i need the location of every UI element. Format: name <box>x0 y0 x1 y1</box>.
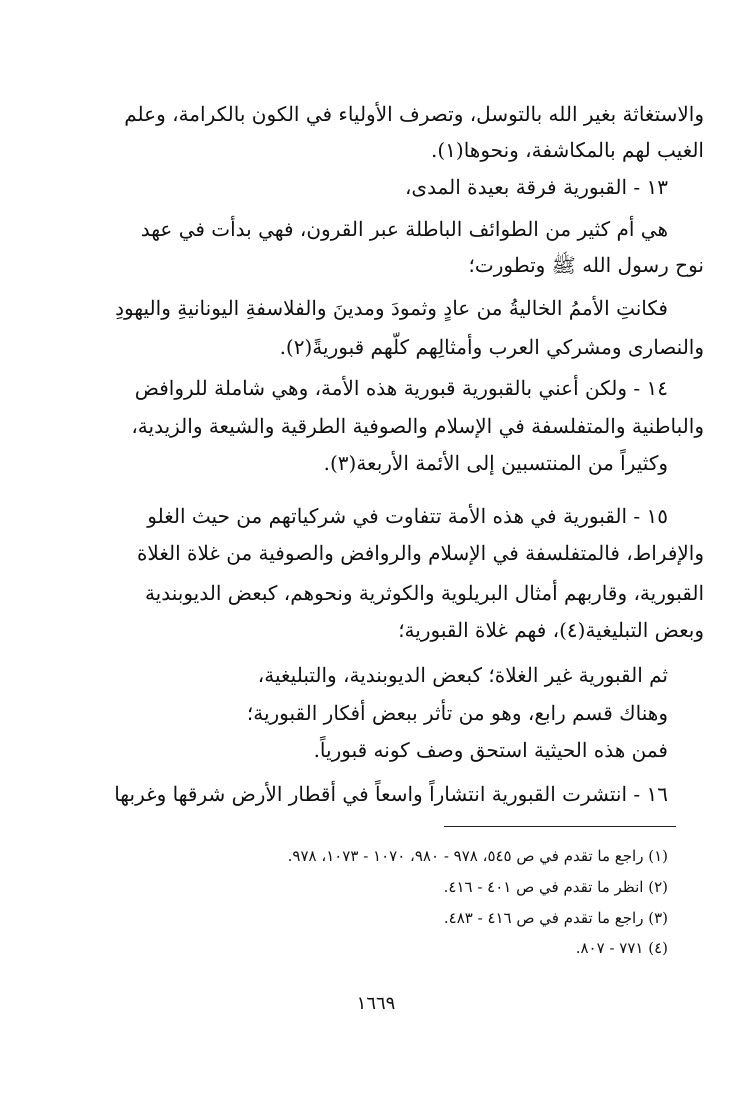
text-line: فكانتِ الأممُ الخاليةُ من عادٍ وثمودَ ومدينَ والفلاسفةِ اليونانيةِ واليهودِ <box>115 296 668 320</box>
text-line: وكثيراً من المنتسبين إلى الأئمة الأربعة(٣). <box>323 451 668 475</box>
text-line: هي أم كثير من الطوائف الباطلة عبر القرون، فهي بدأت في عهد <box>140 217 668 241</box>
text-line: والإفراط، فالمتفلسفة في الإسلام والروافض والصوفية من غلاة الغلاة <box>136 541 704 565</box>
text-line: والباطنية والمتفلسفة في الإسلام والصوفية الطرقية والشيعة والزيدية، <box>131 414 704 438</box>
text-line: الغيب لهم بالمكاشفة، ونحوها(١). <box>430 138 704 162</box>
section-heading-15: ١٥ - القبورية في هذه الأمة تتفاوت في شركياتهم من حيث الغلو <box>147 504 668 528</box>
footnote: (٤) ٧٧١ - ٨٠٧. <box>575 939 668 957</box>
section-heading-14: ١٤ - ولكن أعني بالقبورية قبورية هذه الأمة، وهي شاملة للروافض <box>134 376 668 400</box>
text-line: القبورية، وقاربهم أمثال البريلوية والكوثرية ونحوهم، كبعض الديوبندية <box>144 581 704 605</box>
text-line: وبعض التبليغية(٤)، فهم غلاة القبورية؛ <box>398 618 704 642</box>
text-line: ثم القبورية غير الغلاة؛ كبعض الديوبندية، والتبليغية، <box>257 663 668 687</box>
text-line: والنصارى ومشركي العرب وأمثالِهم كلّهم قبوريةً(٢). <box>279 335 704 359</box>
page-number: ١٦٦٩ <box>356 993 396 1014</box>
section-heading-16: ١٦ - انتشرت القبورية انتشاراً واسعاً في أقطار الأرض شرقها وغربها <box>114 782 668 806</box>
footnote: (٣) راجع ما تقدم في ص ٤١٦ - ٤٨٣. <box>443 909 668 927</box>
footnote: (١) راجع ما تقدم في ص ٥٤٥، ٩٧٨ - ٩٨٠، ١٠٧٠ - ١٠٧٣، ٩٧٨. <box>287 847 668 865</box>
text-line: وهناك قسم رابع، وهو من تأثر ببعض أفكار القبورية؛ <box>246 701 668 725</box>
text-line: فمن هذه الحيثية استحق وصف كونه قبورياً. <box>313 738 668 762</box>
footnote-divider <box>444 826 676 827</box>
text-line: نوح رسول الله ﷺ وتطورت؛ <box>468 253 704 277</box>
section-heading-13: ١٣ - القبورية فرقة بعيدة المدى، <box>404 175 668 199</box>
footnote: (٢) انظر ما تقدم في ص ٤٠١ - ٤١٦. <box>443 878 668 896</box>
text-line: والاستغاثة بغير الله بالتوسل، وتصرف الأولياء في الكون بالكرامة، وعلم <box>124 102 704 126</box>
